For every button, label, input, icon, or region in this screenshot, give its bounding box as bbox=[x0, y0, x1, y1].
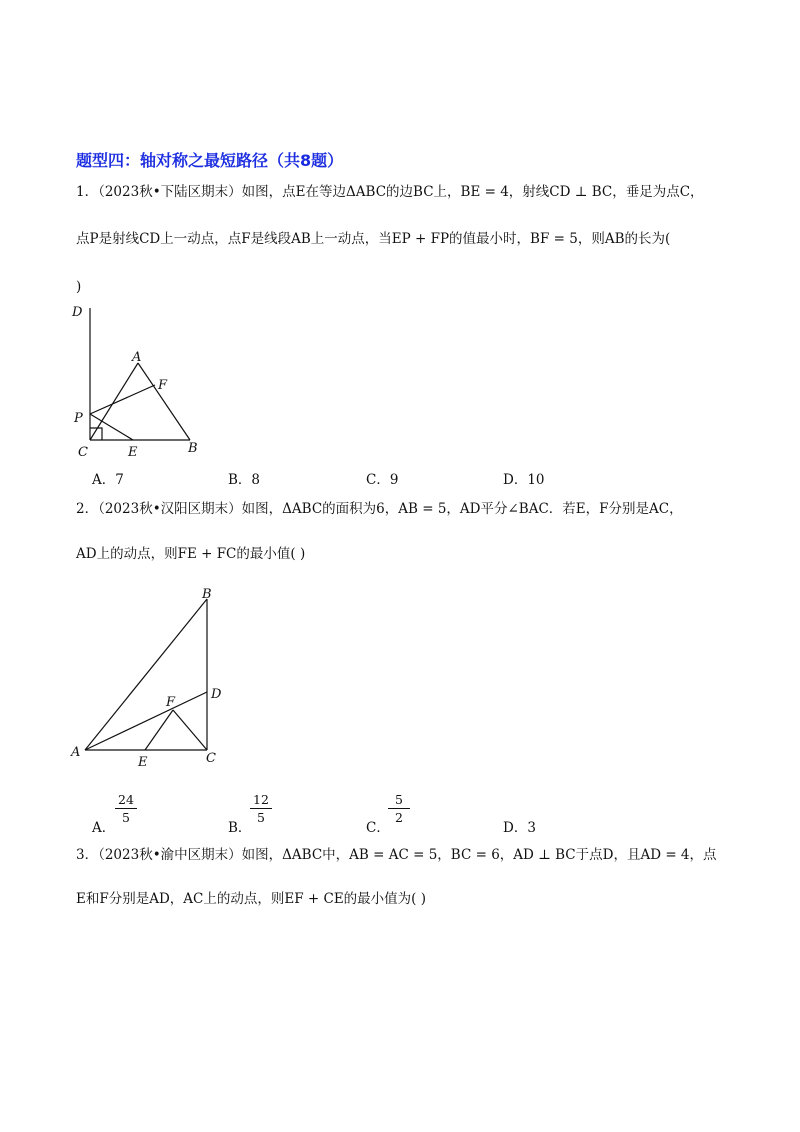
q2-option-d[interactable] bbox=[503, 816, 536, 836]
q1-line1 bbox=[76, 183, 704, 201]
q1-text-line3: ) bbox=[76, 279, 82, 295]
section-heading: 题型四：轴对称之最短路径（共8题） bbox=[76, 151, 344, 170]
q2-option-b-den: 5 bbox=[257, 810, 265, 825]
q2-option-a-den: 5 bbox=[122, 810, 130, 825]
q2-option-c-num: 5 bbox=[388, 792, 410, 809]
q2-line1 bbox=[76, 500, 683, 518]
q2-option-a-num: 24 bbox=[115, 792, 137, 809]
q2-option-c-den: 2 bbox=[395, 810, 403, 825]
q2-label-E: E bbox=[138, 755, 148, 770]
q2-number: 2． bbox=[76, 501, 99, 517]
q3-source: （2023秋•渝中区期末） bbox=[98, 847, 242, 863]
q2-option-c-fraction bbox=[388, 792, 410, 825]
q3-text-line2: E和F分别是AD，AC上的动点，则EF + CE的最小值为( ) bbox=[76, 891, 426, 907]
q1-text-line2: 点P是射线CD上一动点，点F是线段AB上一动点，当EP + FP的值最小时，BF = 5，则AB的长为( bbox=[76, 231, 671, 247]
q1-label-E: E bbox=[128, 445, 138, 460]
q1-text-line1: 如图，点E在等边ΔABC的边BC上，BE = 4，射线CD ⊥ BC，垂足为点C， bbox=[241, 184, 704, 200]
q2-option-a-letter[interactable]: A． bbox=[92, 820, 116, 836]
q1-label-P: P bbox=[74, 411, 83, 426]
q1-option-b[interactable]: B．8 bbox=[228, 472, 261, 488]
q2-label-A: A bbox=[71, 745, 81, 760]
q2-label-B: B bbox=[202, 587, 212, 602]
q1-option-c[interactable]: C．9 bbox=[366, 472, 399, 488]
q2-text-line2: AD上的动点，则FE + FC的最小值( ) bbox=[76, 546, 306, 562]
q2-option-a-fraction bbox=[115, 792, 137, 825]
q1-label-D: D bbox=[72, 305, 83, 320]
q1-option-a[interactable]: A．7 bbox=[92, 472, 124, 488]
q2-label-D: D bbox=[211, 687, 222, 702]
q3-number: 3． bbox=[76, 847, 99, 863]
q1-number: 1． bbox=[76, 184, 99, 200]
q1-source: （2023秋•下陆区期末） bbox=[98, 184, 242, 200]
q3-line1 bbox=[76, 846, 717, 864]
q2-option-b-fraction bbox=[250, 792, 272, 825]
q3-text-line1: 如图，ΔABC中，AB = AC = 5，BC = 6，AD ⊥ BC于点D，且AD = 4，点 bbox=[241, 847, 717, 863]
q2-option-b-num: 12 bbox=[250, 792, 272, 809]
q1-label-A: A bbox=[132, 350, 142, 365]
q2-option-d-text: 3 bbox=[527, 820, 536, 836]
q2-option-c-letter[interactable]: C． bbox=[366, 820, 390, 836]
q2-label-F: F bbox=[166, 695, 176, 710]
q2-label-C: C bbox=[206, 751, 216, 766]
q1-label-C: C bbox=[78, 445, 88, 460]
q1-figure bbox=[60, 298, 230, 463]
q2-source: （2023秋•汉阳区期末） bbox=[98, 501, 242, 517]
q2-option-d-letter: D． bbox=[503, 820, 528, 836]
q2-option-b-letter[interactable]: B． bbox=[228, 820, 252, 836]
q2-text-line1: 如图，ΔABC的面积为6，AB = 5，AD平分∠BAC．若E，F分别是AC， bbox=[241, 501, 683, 517]
q1-option-d[interactable]: D．10 bbox=[503, 472, 545, 488]
q2-figure bbox=[66, 582, 236, 772]
q1-label-B: B bbox=[188, 441, 198, 456]
q1-label-F: F bbox=[158, 378, 168, 393]
